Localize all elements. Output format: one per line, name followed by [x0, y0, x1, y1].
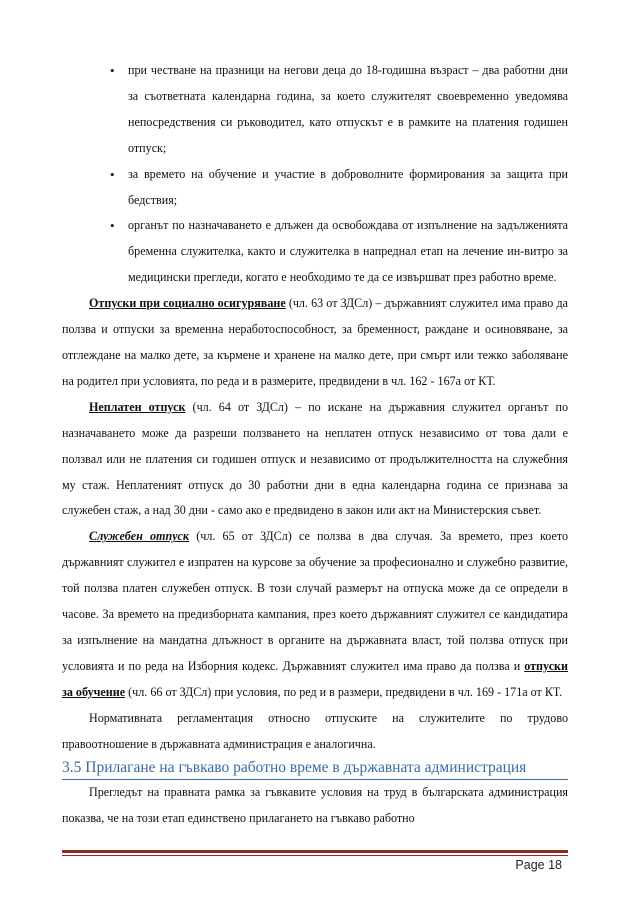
paragraph-official-leave	[62, 524, 568, 705]
paragraph-normative: Нормативната регламентация относно отпуските на служителите по трудово правоотношение в държавната администрация е аналогична.	[62, 710, 568, 751]
bullet-item: • за времето на обучение и участие в доброволните формирования за защита при бедствия;	[62, 162, 568, 214]
footer-rule	[62, 850, 568, 853]
paragraph-text: (чл. 64 от ЗДСл) – по искане на държавния служител органът по назначаването може да разреши ползването на неплатен отпуск независимо от това дали е ползвал или не платения си годишен отпуск и независимо от продължителността на служебния му стаж. Неплатеният отпуск до 30 работни дни в една календарна година се признава за служебен стаж, а над 30 дни - само ако е предвидено в закон или акт на Министерския съвет.	[62, 399, 569, 518]
bullet-item: • при честване на празници на негови деца до 18-годишна възраст – два работни дни за съответната календарна година, за което служителят своевременно уведомява непосредствения си ръководител, като отпускът е в рамките на платения годишен отпуск;	[62, 58, 568, 162]
footer-rule-thin	[62, 855, 568, 856]
paragraph-unpaid-leave	[62, 395, 568, 525]
section-heading: 3.5 Прилагане на гъвкаво работно време в държавната администрация	[62, 757, 568, 780]
page-number: Page 18	[515, 858, 562, 872]
term-official-leave: Служебен отпуск	[89, 529, 190, 544]
paragraph-text: (чл. 63 от ЗДСл) – държавният служител има право да ползва и отпуски за временна неработоспособност, за бременност, раждане и осиновяване, за отглеждане на малко дете, за кърмене и хранене на малко дете, при смърт или тежко заболяване на родител при условията, по реда и в размерите, предвидени в чл. 162 - 167а от КТ.	[62, 296, 568, 388]
term-unpaid-leave: Неплатен отпуск	[89, 399, 186, 414]
paragraph-social-leave	[62, 291, 568, 395]
page-body	[62, 58, 568, 832]
paragraph-text: (чл. 66 от ЗДСл) при условия, по ред и в размери, предвидени в чл. 169 - 171а от КТ.	[125, 684, 563, 699]
term-social-leave: Отпуски при социално осигуряване	[89, 296, 286, 311]
term-study-leave: отпуски за обучение	[62, 658, 568, 699]
bullet-list	[62, 58, 568, 291]
paragraph-review: Прегледът на правната рамка за гъвкавите условия на труд в българската администрация показва, че на този етап единствено прилагането на гъвкаво работно	[62, 785, 568, 826]
paragraph-text: (чл. 65 от ЗДСл) се ползва в два случая. За времето, през което държавният служител е изпратен на курсове за обучение за професионално и служебно развитие, той ползва платен служебен отпуск. В този случай размерът на отпуска може да се определи в часове. За времето на предизборната кампания, през което държавният служител се кандидатира за изпълнение на мандатна длъжност в органите на държавната власт, той ползва отпуск при условията и по реда на Изборния кодекс. Държавният служител има право да ползва и	[62, 529, 568, 673]
bullet-item: • органът по назначаването е длъжен да освобождава от изпълнение на задълженията бременна служителка, както и служителка в напреднал етап на лечение ин-витро за медицински прегледи, когато е необходимо те да се извършват през работно време.	[62, 213, 568, 291]
